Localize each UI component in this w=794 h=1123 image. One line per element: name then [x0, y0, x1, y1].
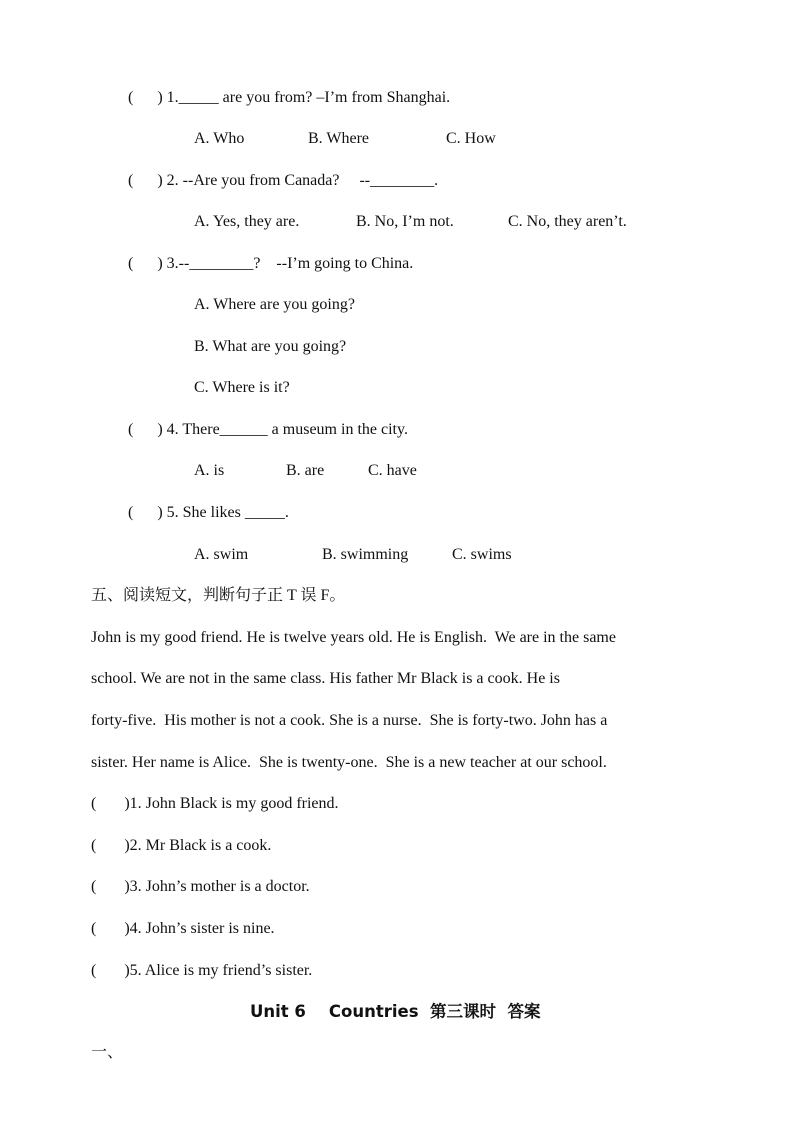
- reading-passage-line: school. We are not in the same class. His father Mr Black is a cook. He is: [91, 670, 560, 687]
- question-3-option-c: C. Where is it?: [194, 379, 290, 396]
- question-1-option-b: B. Where: [308, 130, 370, 147]
- reading-passage-line: forty-five. His mother is not a cook. She is a nurse. She is forty-two. John has a: [91, 712, 608, 729]
- question-5-option-a: A. swim: [194, 546, 249, 563]
- true-false-item-2: ( )2. Mr Black is a cook.: [91, 837, 272, 854]
- question-2-option-a: A. Yes, they are.: [194, 213, 300, 230]
- answer-key-heading: Unit 6 Countries 第三课时 答案: [250, 1002, 541, 1021]
- question-3-option-a: A. Where are you going?: [194, 296, 355, 313]
- true-false-item-5: ( )5. Alice is my friend’s sister.: [91, 962, 313, 979]
- question-5-option-c: C. swims: [452, 546, 512, 563]
- question-1-option-a: A. Who: [194, 130, 245, 147]
- question-5-stem: ( ) 5. She likes _____.: [128, 504, 289, 521]
- question-1-stem: ( ) 1._____ are you from? –I’m from Shanghai.: [128, 89, 451, 106]
- question-2-stem: ( ) 2. --Are you from Canada? --________.: [128, 172, 439, 189]
- question-4-option-c: C. have: [368, 462, 417, 479]
- question-1-option-c: C. How: [446, 130, 496, 147]
- question-2-option-c: C. No, they aren’t.: [508, 213, 627, 230]
- question-4-option-a: A. is: [194, 462, 225, 479]
- question-4-option-b: B. are: [286, 462, 325, 479]
- question-3-option-b: B. What are you going?: [194, 338, 347, 355]
- reading-passage-line: sister. Her name is Alice. She is twenty-one. She is a new teacher at our school.: [91, 754, 607, 771]
- question-4-stem: ( ) 4. There______ a museum in the city.: [128, 421, 408, 438]
- reading-passage-line: John is my good friend. He is twelve years old. He is English. We are in the same: [91, 629, 616, 646]
- question-5-option-b: B. swimming: [322, 546, 409, 563]
- question-2-option-b: B. No, I’m not.: [356, 213, 454, 230]
- true-false-item-3: ( )3. John’s mother is a doctor.: [91, 878, 310, 895]
- true-false-item-4: ( )4. John’s sister is nine.: [91, 920, 275, 937]
- answer-section-1-label: 一、: [91, 1044, 124, 1061]
- true-false-item-1: ( )1. John Black is my good friend.: [91, 795, 339, 812]
- question-3-stem: ( ) 3.--________? --I’m going to China.: [128, 255, 414, 272]
- reading-section-title: 五、阅读短文，判断句子正 T 误 F。: [91, 587, 346, 604]
